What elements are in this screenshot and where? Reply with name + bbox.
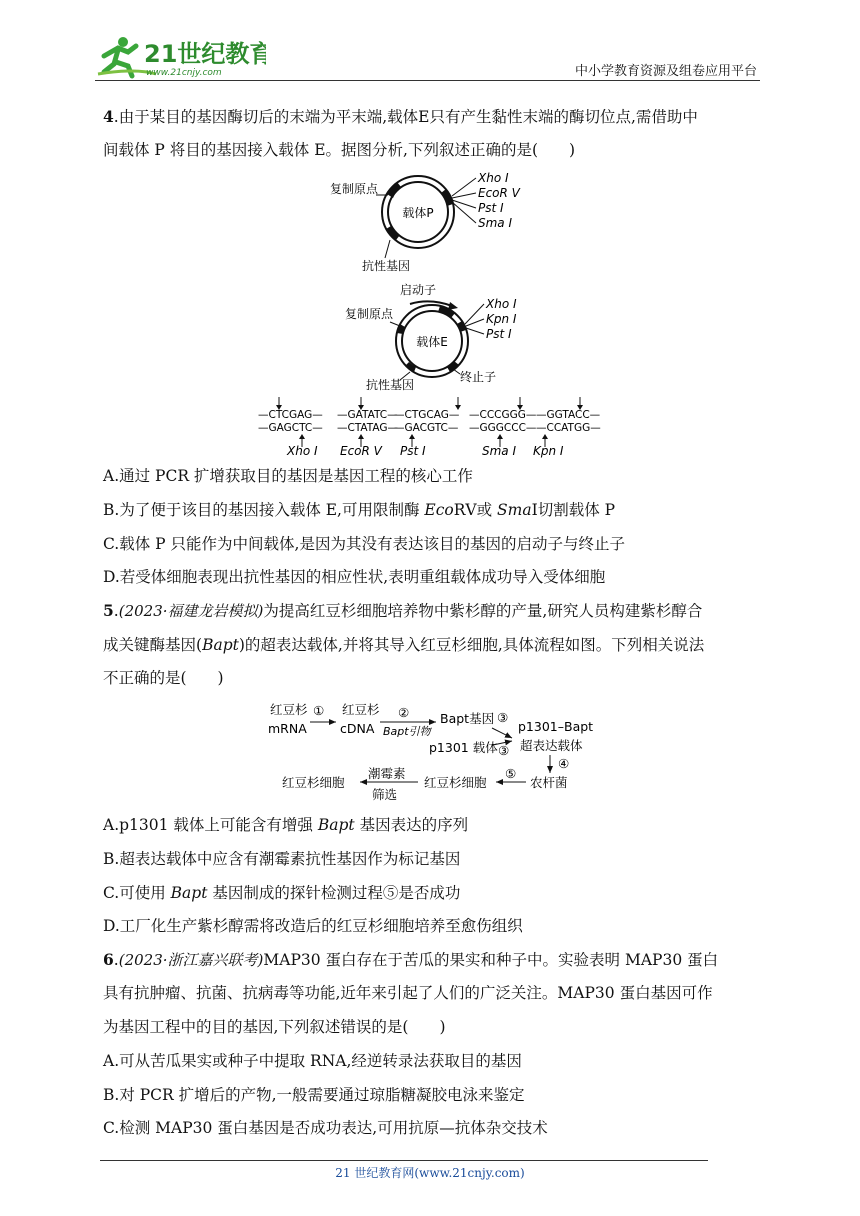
q5-option-d: D.工厂化生产紫杉醇需将改造后的红豆杉细胞培养至愈伤组织 — [103, 917, 523, 935]
svg-text:—GACGTC—: —GACGTC— — [394, 422, 459, 434]
svg-text:—GGGCCC—: —GGGCCC— — [469, 422, 537, 434]
svg-text:—GAGCTC—: —GAGCTC— — [258, 422, 323, 434]
q5-option-b: B.超表达载体中应含有潮霉素抗性基因作为标记基因 — [103, 850, 461, 868]
svg-text:Sma Ⅰ: Sma Ⅰ — [482, 444, 517, 458]
svg-text:Sma Ⅰ: Sma Ⅰ — [478, 216, 513, 230]
q6-option-c: C.检测 MAP30 蛋白基因是否成功表达,可用抗原—抗体杂交技术 — [103, 1119, 548, 1137]
q6-line1: 6.(2023·浙江嘉兴联考)MAP30 蛋白存在于苦瓜的果实和种子中。实验表明 MAP30 蛋白 — [103, 950, 719, 969]
svg-text:Bapt基因: Bapt基因 — [440, 711, 495, 726]
q5-line2: 成关键酶基因(Bapt)的超表达载体,并将其导入红豆杉细胞,具体流程如图。下列相关说法 — [103, 636, 705, 654]
footer-link[interactable]: 21 世纪教育网(www.21cnjy.com) — [335, 1166, 525, 1180]
svg-text:Kpn Ⅰ: Kpn Ⅰ — [486, 312, 517, 326]
svg-text:Kpn Ⅰ: Kpn Ⅰ — [533, 444, 564, 458]
svg-text:mRNA: mRNA — [268, 721, 307, 736]
svg-text:—CCCGGG—: —CCCGGG— — [469, 409, 537, 421]
q4-option-c: C.载体 P 只能作为中间载体,是因为其没有表达该目的基因的启动子与终止子 — [103, 535, 625, 553]
logo-url: www.21cnjy.com — [146, 68, 222, 78]
q6-line3: 为基因工程中的目的基因,下列叙述错误的是( ) — [103, 1018, 446, 1036]
q5-option-a: A.p1301 载体上可能含有增强 Bapt 基因表达的序列 — [103, 816, 469, 834]
svg-text:终止子: 终止子 — [460, 370, 497, 384]
svg-text:Xho Ⅰ: Xho Ⅰ — [287, 444, 318, 458]
svg-text:③: ③ — [497, 710, 509, 725]
svg-text:超表达载体: 超表达载体 — [520, 738, 583, 753]
q5-option-c: C.可使用 Bapt 基因制成的探针检测过程⑤是否成功 — [103, 884, 461, 902]
q4-line1: 4.由于某目的基因酶切后的末端为平末端,载体E只有产生黏性末端的酶切位点,需借助中 — [103, 107, 698, 126]
svg-text:Pst Ⅰ: Pst Ⅰ — [486, 327, 512, 341]
q4-option-a: A.通过 PCR 扩增获取目的基因是基因工程的核心工作 — [103, 467, 473, 485]
svg-text:载体E: 载体E — [416, 335, 448, 349]
q6-line2: 具有抗肿瘤、抗菌、抗病毒等功能,近年来引起了人们的广泛关注。MAP30 蛋白基因可作 — [103, 984, 713, 1002]
svg-text:—CTCGAG—: —CTCGAG— — [258, 409, 323, 421]
q5-line1: 5.(2023·福建龙岩模拟)为提高红豆杉细胞培养物中紫杉醇的产量,研究人员构建紫杉醇合 — [103, 601, 703, 620]
svg-text:Xho Ⅰ: Xho Ⅰ — [478, 171, 509, 185]
svg-text:EcoR Ⅴ: EcoR Ⅴ — [340, 444, 382, 458]
svg-text:Xho Ⅰ: Xho Ⅰ — [486, 297, 517, 311]
svg-text:EcoR Ⅴ: EcoR Ⅴ — [478, 186, 520, 200]
svg-text:抗性基因: 抗性基因 — [362, 259, 411, 273]
svg-text:—GATATC—: —GATATC— — [337, 409, 398, 421]
svg-text:红豆杉细胞: 红豆杉细胞 — [424, 775, 487, 790]
svg-text:Pst Ⅰ: Pst Ⅰ — [478, 201, 504, 215]
svg-text:复制原点: 复制原点 — [345, 307, 394, 321]
platform-title: 中小学教育资源及组卷应用平台 — [574, 64, 757, 79]
q4-line2: 间载体 P 将目的基因接入载体 E。据图分析,下列叙述正确的是( ) — [103, 141, 576, 159]
q6-option-b: B.对 PCR 扩增后的产物,一般需要通过琼脂糖凝胶电泳来鉴定 — [103, 1086, 525, 1104]
svg-text:Pst Ⅰ: Pst Ⅰ — [400, 444, 426, 458]
svg-text:复制原点: 复制原点 — [330, 182, 379, 196]
svg-text:—CTGCAG—: —CTGCAG— — [394, 409, 460, 421]
svg-text:①: ① — [313, 703, 325, 718]
svg-text:②: ② — [398, 705, 410, 720]
svg-text:农杆菌: 农杆菌 — [530, 775, 568, 790]
svg-text:—CCATGG—: —CCATGG— — [536, 422, 601, 434]
q4-option-b: B.为了便于该目的基因接入载体 E,可用限制酶 EcoRⅤ或 SmaⅠ切割载体 P — [103, 501, 616, 519]
svg-text:p1301 载体: p1301 载体 — [429, 740, 498, 755]
svg-text:红豆杉细胞: 红豆杉细胞 — [282, 775, 345, 790]
svg-text:红豆杉: 红豆杉 — [342, 702, 380, 717]
svg-text:cDNA: cDNA — [340, 721, 375, 736]
logo-text: 21世纪教育 — [144, 40, 266, 68]
svg-text:—CTATAG—: —CTATAG— — [337, 422, 399, 434]
svg-text:⑤: ⑤ — [505, 766, 517, 781]
svg-text:③: ③ — [498, 743, 510, 758]
svg-text:筛选: 筛选 — [372, 787, 398, 802]
svg-text:启动子: 启动子 — [400, 283, 437, 297]
svg-text:抗性基因: 抗性基因 — [366, 378, 415, 392]
q5-line3: 不正确的是( ) — [103, 669, 224, 687]
svg-text:Bapt引物: Bapt引物 — [383, 725, 431, 738]
svg-text:载体P: 载体P — [402, 206, 434, 220]
svg-text:④: ④ — [558, 756, 570, 771]
q4-option-d: D.若受体细胞表现出抗性基因的相应性状,表明重组载体成功导入受体细胞 — [103, 568, 606, 586]
svg-text:潮霉素: 潮霉素 — [368, 766, 406, 781]
q6-option-a: A.可从苦瓜果实或种子中提取 RNA,经逆转录法获取目的基因 — [103, 1052, 522, 1070]
svg-text:红豆杉: 红豆杉 — [270, 702, 308, 717]
svg-text:p1301–Bapt: p1301–Bapt — [518, 719, 594, 734]
svg-text:—GGTACC—: —GGTACC— — [536, 409, 601, 421]
footer-divider — [100, 1160, 708, 1161]
